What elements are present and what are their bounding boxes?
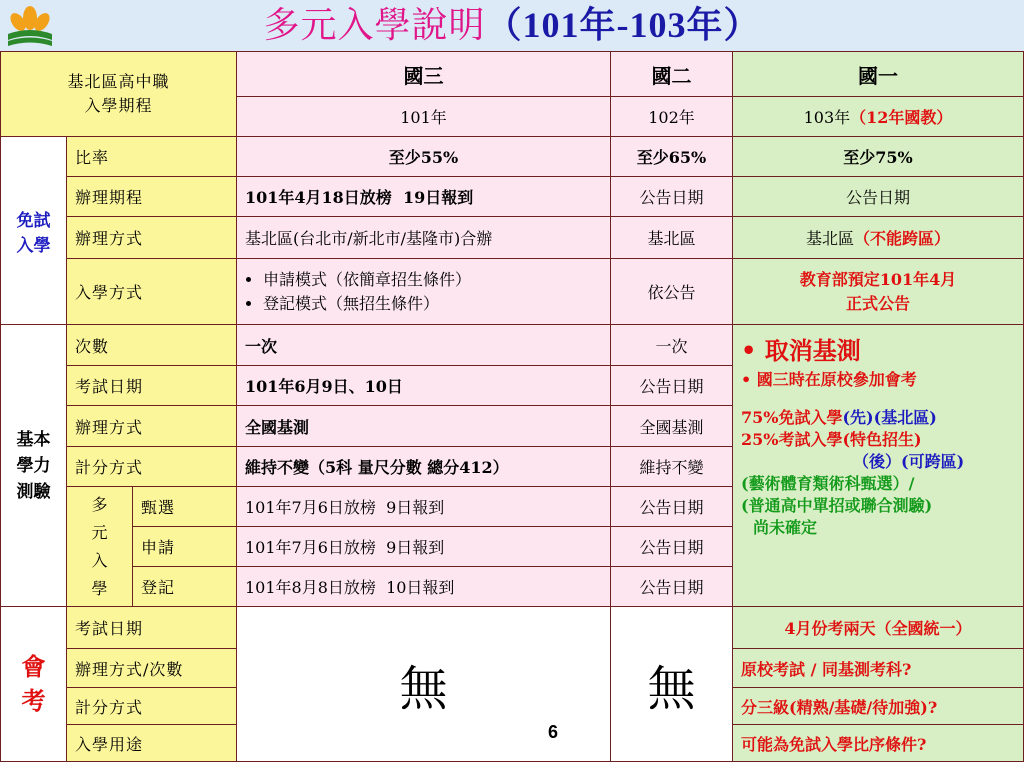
cell: 公告日期 <box>611 177 733 217</box>
cell: 一次 <box>237 325 611 366</box>
note-line2: 25%考試入學(特色招生) <box>741 430 922 449</box>
row-label: 次數 <box>67 325 237 366</box>
cell: 全國基測 <box>611 406 733 447</box>
row-label: 計分方式 <box>67 688 237 725</box>
cell: 依公告 <box>611 259 733 325</box>
page-title <box>0 0 1024 50</box>
corner-header: 基北區高中職 入學期程 <box>1 52 237 137</box>
grade1-header: 國一 <box>733 52 1024 97</box>
admission-table <box>0 51 1024 762</box>
cell: 公告日期 <box>611 527 733 567</box>
row-label: 辦理方式 <box>67 406 237 447</box>
cell: 4月份考兩天（全國統一） <box>733 607 1024 649</box>
grade1-year: 103年（12年國教） <box>733 97 1024 137</box>
cell: 101年6月9日、10日 <box>237 366 611 406</box>
note-line1: 75%免試入學(先)(基北區) <box>741 408 937 427</box>
row-label: 辦理期程 <box>67 177 237 217</box>
note-bullet2: • 國三時在原校參加會考 <box>741 370 917 389</box>
title-years: （101年-103年） <box>485 5 761 45</box>
cell: 101年4月18日放榜 19日報到 <box>237 177 611 217</box>
cell: 全國基測 <box>237 406 611 447</box>
exam-label: 會 考 <box>1 607 67 762</box>
multi-admission-label: 多 元 入 學 <box>67 487 133 607</box>
cell: 基北區(台北市/新北市/基隆市)合辦 <box>237 217 611 259</box>
cell <box>237 259 611 325</box>
row-label: 考試日期 <box>67 607 237 649</box>
cell: 一次 <box>611 325 733 366</box>
cell: 公告日期 <box>611 567 733 607</box>
cell: 公告日期 <box>611 487 733 527</box>
grade3-header: 國三 <box>237 52 611 97</box>
note-bullet1: • 取消基測 <box>741 336 861 365</box>
row-label: 辦理方式/次數 <box>67 649 237 688</box>
cell: 教育部預定101年4月 正式公告 <box>733 259 1024 325</box>
cell: 分三級(精熟/基礎/待加強)? <box>733 688 1024 725</box>
row-label: 申請 <box>133 527 237 567</box>
grade3-exam-none: 無 <box>237 607 611 762</box>
row-label: 登記 <box>133 567 237 607</box>
cell: 基北區（不能跨區） <box>733 217 1024 259</box>
cell: 基北區 <box>611 217 733 259</box>
row-label: 計分方式 <box>67 447 237 487</box>
cell: 維持不變（5科 量尺分數 總分412） <box>237 447 611 487</box>
page-number: 6 <box>548 722 559 742</box>
title-main: 多元入學說明 <box>263 5 486 46</box>
note-line3: （後）(可跨區) <box>853 452 965 471</box>
list-item: • 登記模式（無招生條件） <box>263 292 602 316</box>
grade2-year: 102年 <box>611 97 733 137</box>
cell: 維持不變 <box>611 447 733 487</box>
note-line4: (藝術體育類術科甄選）/ <box>741 474 915 493</box>
cell: 公告日期 <box>733 177 1024 217</box>
row-label: 比率 <box>67 137 237 177</box>
basic-test-label: 基本 學力 測驗 <box>1 325 67 607</box>
cell: 101年8月8日放榜 10日報到 <box>237 567 611 607</box>
cell: 原校考試 / 同基測考科? <box>733 649 1024 688</box>
row-label: 辦理方式 <box>67 217 237 259</box>
grade1-basic-note <box>733 325 1024 607</box>
grade3-year: 101年 <box>237 97 611 137</box>
grade2-exam-none: 無 <box>611 607 733 762</box>
grade2-header: 國二 <box>611 52 733 97</box>
cell: 至少55% <box>237 137 611 177</box>
note-line5: (普通高中單招或聯合測驗) <box>741 496 933 515</box>
row-label: 入學方式 <box>67 259 237 325</box>
note-line6: 尚未確定 <box>753 518 818 537</box>
cell: 至少65% <box>611 137 733 177</box>
free-admission-label: 免試 入學 <box>1 137 67 325</box>
cell: 101年7月6日放榜 9日報到 <box>237 527 611 567</box>
list-item: • 申請模式（依簡章招生條件） <box>263 268 602 292</box>
cell: 至少75% <box>733 137 1024 177</box>
row-label: 甄選 <box>133 487 237 527</box>
cell: 可能為免試入學比序條件? <box>733 725 1024 762</box>
row-label: 入學用途 <box>67 725 237 762</box>
row-label: 考試日期 <box>67 366 237 406</box>
cell: 101年7月6日放榜 9日報到 <box>237 487 611 527</box>
cell: 公告日期 <box>611 366 733 406</box>
